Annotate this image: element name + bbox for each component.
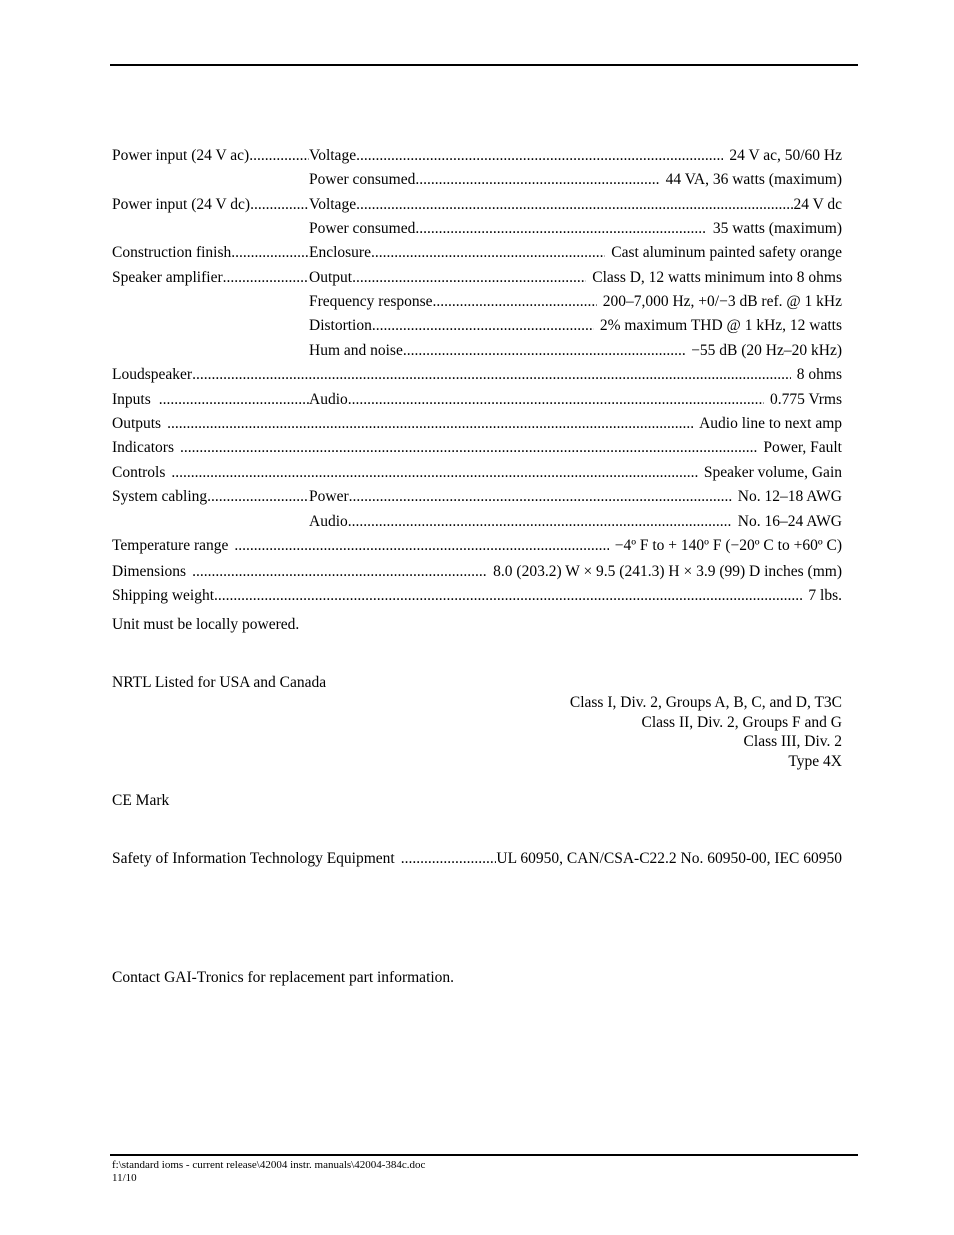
spec-value: 35 watts (maximum) [712, 220, 842, 237]
spec-row-outputs [112, 414, 842, 434]
header-rule [110, 64, 858, 66]
spec-row-shipping-weight [112, 586, 842, 606]
spec-value: Speaker volume, Gain [703, 464, 842, 481]
safety-row [112, 849, 842, 869]
spec-label: Construction finish ..... [112, 243, 309, 263]
spec-value: −4º F to + 140º F (−20º C to +60º C) [614, 537, 842, 554]
spec-label: System cabling ..... [112, 487, 309, 507]
spec-sub-label: Audio [309, 391, 348, 408]
spec-row-power-ac-consumed [112, 170, 842, 190]
spec-value: 8 ohms [796, 366, 842, 383]
spec-row-temperature [112, 536, 842, 556]
spec-label: Power input (24 V dc) ..... [112, 195, 309, 215]
spec-label: Indicators [112, 439, 174, 456]
footer-rule [110, 1154, 858, 1156]
spec-sub-label: Frequency response [309, 293, 433, 310]
spec-sub-label: Output [309, 269, 353, 286]
spec-value: 24 V ac, 50/60 Hz [729, 147, 842, 164]
spec-label: Loudspeaker [112, 366, 193, 383]
spec-value: 44 VA, 36 watts (maximum) [665, 171, 842, 188]
spec-row-distortion [112, 316, 842, 336]
spec-value: 0.775 Vrms [770, 391, 842, 408]
nrtl-class-line: Class I, Div. 2, Groups A, B, C, and D, T3C [569, 694, 842, 711]
spec-value: 2% maximum THD @ 1 kHz, 12 watts [599, 317, 842, 334]
spec-label: Dimensions [112, 563, 187, 580]
spec-value: 24 V dc [793, 196, 842, 213]
nrtl-title: NRTL Listed for USA and Canada [112, 674, 327, 691]
spec-sub-label: Power consumed [309, 171, 416, 188]
spec-label: Controls [112, 464, 166, 481]
spec-label: Power input (24 V ac) ..... [112, 146, 309, 166]
spec-sub-label: Distortion [309, 317, 372, 334]
nrtl-class-line: Class III, Div. 2 [743, 733, 842, 750]
safety-label: Safety of Information Technology Equipment [112, 850, 395, 867]
spec-sub-label: Voltage [309, 147, 357, 164]
spec-row-power-ac-voltage [112, 146, 842, 166]
spec-label: Outputs [112, 415, 162, 432]
spec-sub-label: Voltage [309, 196, 357, 213]
spec-value: Class D, 12 watts minimum into 8 ohms [592, 269, 842, 286]
spec-row-dimensions [112, 562, 842, 582]
spec-row-power-dc-voltage [112, 195, 842, 215]
spec-row-power-dc-consumed [112, 219, 842, 239]
spec-row-hum-noise [112, 341, 842, 361]
spec-row-indicators [112, 438, 842, 458]
spec-row-inputs [112, 390, 842, 410]
spec-value: No. 12–18 AWG [737, 488, 842, 505]
replacement-note: Contact GAI-Tronics for replacement part information. [112, 969, 455, 986]
spec-row-cabling-power [112, 487, 842, 507]
spec-row-loudspeaker [112, 365, 842, 385]
spec-value: Power, Fault [763, 439, 842, 456]
spec-label: Speaker amplifier ..... [112, 268, 309, 288]
spec-value: Cast aluminum painted safety orange [611, 244, 842, 261]
spec-sub-label: Hum and noise [309, 342, 403, 359]
spec-value: No. 16–24 AWG [737, 513, 842, 530]
spec-row-frequency-response [112, 292, 842, 312]
spec-sub-label: Audio [309, 513, 348, 530]
nrtl-class-line: Type 4X [788, 753, 842, 770]
power-note: Unit must be locally powered. [112, 616, 300, 633]
ce-mark-label: CE Mark [112, 792, 170, 809]
spec-row-controls [112, 463, 842, 483]
spec-sub-label: Enclosure [309, 244, 371, 261]
spec-label: Shipping weight [112, 587, 215, 604]
spec-row-construction-finish [112, 243, 842, 263]
nrtl-class-line: Class II, Div. 2, Groups F and G [641, 714, 842, 731]
spec-value: Audio line to next amp [699, 415, 842, 432]
footer-date: 11/10 [112, 1172, 137, 1184]
spec-value: −55 dB (20 Hz–20 kHz) [691, 342, 842, 359]
safety-value: UL 60950, CAN/CSA-C22.2 No. 60950-00, IEC 60950 [496, 850, 842, 867]
spec-sub-label: Power [309, 488, 349, 505]
footer-file-path: f:\standard ioms - current release\42004 instr. manuals\42004-384c.doc [112, 1159, 426, 1171]
spec-sub-label: Power consumed [309, 220, 416, 237]
spec-row-cabling-audio [112, 512, 842, 532]
spec-label: Inputs ..... [112, 390, 309, 410]
spec-value: 8.0 (203.2) W × 9.5 (241.3) H × 3.9 (99) D inches (mm) [493, 563, 842, 580]
spec-value: 200–7,000 Hz, +0/−3 dB ref. @ 1 kHz [602, 293, 842, 310]
spec-value: 7 lbs. [808, 587, 842, 604]
spec-label: Temperature range [112, 537, 229, 554]
spec-row-speaker-output [112, 268, 842, 288]
